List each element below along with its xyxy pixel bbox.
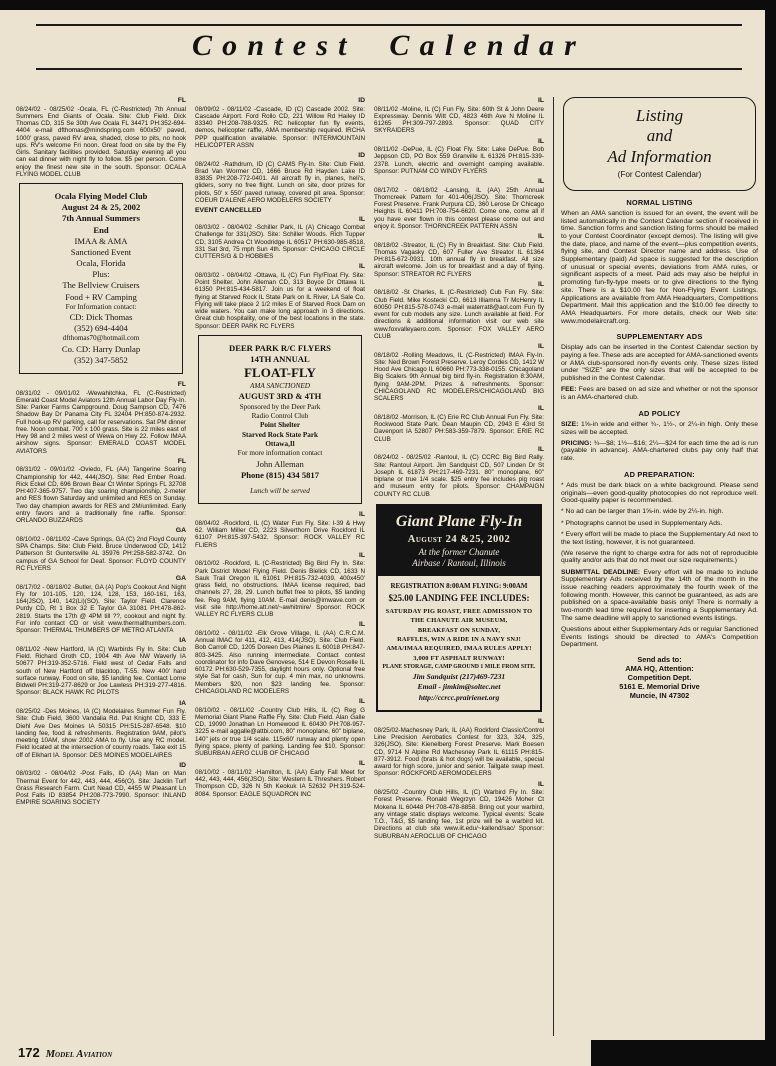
listing-text: 08/10/02 - 08/11/02 -Hamilton, IL (AA) Early Fall Meet for 442, 443, 444, 456(JSO). Site: Western IL Threshers. Robert Thompson CD, 326 N 5th Keokuk IA 52632 PH:319-524-8084. Sponsor: EAGLE SQUADRON INC <box>195 768 365 798</box>
state-header: IL <box>537 405 544 413</box>
ad-line: AMA HQ, Attention: <box>625 664 694 674</box>
ad-line: Point Shelter <box>259 421 301 430</box>
ad-body <box>568 106 751 181</box>
state-header: ID <box>179 761 186 769</box>
ad-line: DEER PARK R/C FLYERS <box>229 342 331 353</box>
ad-line: Starved Rock State Park <box>241 430 319 439</box>
ad-line: For more information contact <box>237 449 323 458</box>
listing-text: 08/18/02 -St Charles, IL (C-Restricted) Cub Fun Fly. Site: Club Field. Mike Kostecki CD, 6613 Illiamna Tr McHenry IL 60050 PH:815-578-0743 e-mail waterrat8@aol.com Fun fly event for cub models any size. Lunch available at field. For directions & additional information visit our web site www.foxvalleyaero.com. Sponsor: FOX VALLEY AERO CLUB <box>374 289 544 340</box>
ad-line: August 24 &25, 2002 <box>407 534 511 546</box>
ad-line: Jim Sandquist (217)469-7231 <box>412 671 506 681</box>
ad-line: 14TH ANNUAL <box>250 353 310 364</box>
ad-line: Phone (815) 434 5817 <box>240 469 320 480</box>
calendar-listing <box>16 458 186 525</box>
listing-text: 08/10/02 - 08/11/02 -Cave Springs, GA (C) 2nd Floyd County SPA Champs. Site: Club Field. Bruce Underwood CD, 1412 Patterson St Guntersville AL 35976 PH:258-582-3742. On campus of GA School for Deaf. Sponsor: FLOYD COUNTY RC FLYERS <box>16 535 186 572</box>
scan-edge-right <box>765 0 776 1066</box>
ad-line: AMA SANCTIONED <box>250 381 310 390</box>
listing-text: 08/11/02 -DePue, IL (C) Float Fly. Site: Lake DePue. Bob Jeppson CD, PO Box 559 Granville IL 61326 PH:815-339-2378. Lunch, electric and overnight camping available. Sponsor: PUTNAM CO WINDY FLYERS <box>374 146 544 175</box>
page-title: Contest Calendar <box>191 29 587 62</box>
calendar-listing <box>374 718 544 777</box>
ad-line: AMA/IMAA REQUIRED, IMAA RULES APPLY! <box>386 645 532 653</box>
ad-line: REGISTRATION 8:00AM FLYING: 9:00AM <box>390 582 528 591</box>
ad-line: The Bellview Cruisers <box>62 280 140 291</box>
calendar-listing <box>374 178 544 230</box>
calendar-listing <box>16 762 186 807</box>
ad-line: Listing <box>635 106 684 125</box>
listing-text: 08/25/02 -Country Club Hills, IL (C) Warbird Fly In. Site: Forest Preserve. Ronald Wegrzyn CD, 19426 Moher Ct Mokena IL 60448 PH:708-478-8858. Bring out your warbird, any vintage static displays welcome. Typical events: Scale T.O., T&G, $5 landing fee, 1st prize will be a warbird kit. Directions at club site www.iit.edu/~kallend/sac/ Sponsor: SUBURBAN AEROCLUB OF CHICAGO <box>374 789 544 840</box>
paragraph-lead: PRICING: <box>561 439 594 447</box>
paragraph-lead: SUBMITTAL DEADLINE: <box>561 568 644 576</box>
state-header: IL <box>537 780 544 788</box>
ad-line: Competition Dept. <box>627 673 692 683</box>
listing-text: 08/17/02 - 08/18/02 -Butler, GA (A) Pop's Cookout And Night Fly for 101-105, 120, 124, 128, 153, 160-161, 163, 164(JSO), 140, 142(Li)(SO). Site: Taylor Field. Clarence Purdy CD, Rt 1 Box 32 E Taylor GA 31081 PH:478-862-2819. Starts the 17th @ 4PM till ??, cookout and night fly. For info contact CD or visit www.thermalthumbers.com. Sponsor: THERMAL THUMBERS OF METRO ATLANTA <box>16 583 186 635</box>
ad-line: Sanctioned Event <box>70 246 132 257</box>
ad-line: Email - jimkim@soltec.net <box>417 682 501 692</box>
calendar-listing <box>374 138 544 176</box>
state-header: IL <box>358 760 365 768</box>
page-number: 172 <box>18 1045 40 1060</box>
listing-text: 08/10/02 - 08/11/02 -Elk Grove Village, IL (AA) C.R.C.M. Annual IMAC for 411, 412, 413, 414(JSO). Site: Club Field. Bob Carroll CD, 1205 Doreen Des Plaines IL 60018 PH:847-803-3425. Also running intermediate. Contact contest coordinator for info Dave Genovese, 514 E Devon Roselle IL 60172 PH:630-529-7355, daylight hours only. Optional free style Sat for cash, Sun for cup. 4 min max, no unknowns. Members $20, non $23 landing fee. Sponsor: CHICAGOLAND RC MODELERS <box>195 629 365 695</box>
info-paragraph: FEE: Fees are based on ad size and whether or not the sponsor is an AMA-chartered club. <box>561 386 758 402</box>
state-header: FL <box>177 457 186 465</box>
listing-text: 08/18/02 -Rolling Meadows, IL (C-Restricted) IMAA Fly-In. Site: Ned Brown Forest Preserve. Leroy Cordes CD, 1412 W Hood Ave Chicago IL 60660 PH:773-338-0155. Chicagoland Big Scalers 9th Annual big bird fly-in. Registration 8:30AM, flying 9AM-2PM. Prizes & refreshments. Sponsor: CHICAGOLAND RC MODELERS/CHICAGOLAND BIG SCALERS <box>374 351 544 402</box>
state-header: IA <box>179 637 186 645</box>
calendar-listing <box>374 405 544 443</box>
calendar-listing <box>374 781 544 840</box>
calendar-listing <box>374 446 544 498</box>
ad-line: Giant Plane Fly-In <box>395 512 523 530</box>
listing-text: 08/31/02 - 09/01/02 -Wewahitchka, FL (C-Restricted) Emerald Coast Model Aviators 12th Annual Labor Day Fly-In. Site: Parker Farms Campground. Doug Sampson CD, 7476 Shadow Bay Dr Panama City FL 32404 PH:850-874-2932. Full hook-up RV parking, call for reservations. Sat PM dinner free. Noon combat. 700 x 100 grass. Site is 22 miles east of Hwy 98 and 2 miles west of Wewa on Hwy 22. Follow IMAA airshow signs. Sponsor: EMERALD COAST MODEL AVIATORS <box>16 389 186 455</box>
state-header: IL <box>358 621 365 629</box>
ad-line: Ottawa,Il <box>265 439 295 448</box>
scan-edge-corner <box>591 1040 776 1066</box>
section-heading: AD POLICY <box>638 408 681 418</box>
info-paragraph: Display ads can be inserted in the Contest Calendar section by paying a fee. These ads are accepted for AMA-sanctioned events or AMA club-sponsored non-fly events only. These sizes listed under "SIZE" are the only sizes that will be accepted to be published in the Contest Calendar. <box>561 344 758 383</box>
listing-text: 08/03/02 - 08/04/02 -Schiller Park, IL (A) Chicago Combat Challenge for 331(JSO). Site: Schiller Woods. Rich Tupper CD, 3105 Andrea Ct Woodridge IL 60517 PH:630-985-8518, 331 Sat 3rd, 75 mph Sun 4th. Sponsor: CHICAGO CIRCLE CUTTERS/G & D HOBBIES <box>195 224 365 260</box>
state-header: IL <box>537 233 544 240</box>
calendar-listing <box>195 552 365 619</box>
ad-line: RAFFLES, WIN A RIDE IN A NAVY SNJ! <box>397 636 521 643</box>
info-paragraph: * Every effort will be made to place the Supplementary Ad next to the text listing, however, it is not guaranteed. <box>561 530 758 546</box>
calendar-listing <box>195 621 365 695</box>
ad-line: Plus: <box>92 269 110 280</box>
state-header: IL <box>537 343 544 350</box>
ad-line: PLANE STORAGE, CAMP GROUND 1 MILE FROM SITE. <box>382 663 536 670</box>
ad-line: Muncie, IN 47302 <box>629 691 690 701</box>
state-header: IL <box>358 698 365 706</box>
ad-body <box>203 343 357 497</box>
state-header: IL <box>537 445 544 453</box>
calendar-listing <box>195 263 365 330</box>
state-header: FL <box>177 97 186 104</box>
ad-line: Ocala Flying Model Club <box>54 191 148 201</box>
state-header: GA <box>175 575 186 583</box>
column-1 <box>16 97 186 1036</box>
ad-line: Send ads to: <box>637 655 682 665</box>
state-header: ID <box>358 97 365 104</box>
ad-body <box>24 191 178 366</box>
listing-text: 08/25/02 -Des Moines, IA (C) Modelaires Summer Fun Fly. Site: Club Field, 3600 Vandalia Rd. Pat Knight CD, 333 E Diehl Ave Des Moines IA 50315 PH:515-287-6548. $10 landing fee, food & refreshments. Registration 9AM, pilot's meeting 10AM, show 2002 AMA to fly. Use any RC model. Field located at the intersection of county roads. Take exit 15 off of Elkhart IA. Sponsor: DES MOINES MODELAIRES <box>16 708 186 759</box>
info-paragraph: * No ad can be larger than 1⅝-in. wide by 2¼-in. high. <box>561 508 724 516</box>
calendar-listing <box>16 527 186 572</box>
state-header: IL <box>358 215 365 223</box>
ad-line: 7th Annual Summers <box>62 213 140 224</box>
info-paragraph: (We reserve the right to charge extra for ads not of reproducible quality and/or ads that do not meet our size requirements.) <box>561 549 758 565</box>
ad-ocala <box>19 183 183 374</box>
header-rule-bottom <box>36 68 742 70</box>
calendar-listing <box>195 698 365 757</box>
ad-line: THE CHANUTE AIR MUSEUM, <box>410 617 508 625</box>
listing-text: 08/25/02-Machesney Park, IL (AA) Rockford Classic/Control Line Precision Aerobatics Contest for 323, 324, 325, 326(JSO). Site: Kienelberg Forest Preserve. Mark Boesen CD, 9714 N Alpine Rd Machesney Park IL 61115 PH:815-877-3912. Food (brats & hot dogs) will be available, special award for high score, junior and senior. Tailgate swap meet. Sponsor: ROCKFORD AEROMODELERS <box>374 726 544 778</box>
calendar-listing <box>195 207 365 260</box>
column-ad-information <box>553 97 758 1036</box>
listing-text: 08/11/02 -New Hartford, IA (C) Warbirds Fly In. Site: Club Field. Richard Groth CD, 1904 4th Ave NW Waverly IA 50677 PH:319-352-5716. Field west of Cedar Falls and south of New Hartford off blacktop, T-55. New 400' hard surface runway. Food on site, $5 landing fee. Contact Lorne Bidwell PH:319-277-8629 or Joe Lawless PH:319-277-4816. Sponsor: BLACK HAWK RC PILOTS <box>16 645 186 697</box>
ad-line: $25.00 LANDING FEE INCLUDES: <box>388 593 530 604</box>
page-header <box>36 24 742 70</box>
calendar-listing <box>374 97 544 135</box>
info-paragraph: * Photographs cannot be used in Supplementary Ads. <box>561 519 723 527</box>
info-paragraph: * Ads must be dark black on a white background. Please send originals—even good-quality photocopies do not reproduce well. Good-quality paper is recommended. <box>561 481 758 505</box>
ad-line: BREAKFAST ON SUNDAY, <box>417 626 501 634</box>
ad-line: Sponsored by the Deer Park <box>239 402 321 411</box>
ad-line: IMAA & AMA <box>74 235 128 246</box>
ad-line: (352) 694-4404 <box>74 323 128 334</box>
calendar-listing <box>195 97 365 149</box>
page-footer <box>18 1045 112 1060</box>
listing-text: 08/18/02 -Morrison, IL (C) Erie RC Club Annual Fun Fly. Site: Rockwood State Park. Dean Maupin CD, 2943 E 43rd St Davenport IA 52807 PH:583-359-7879. Sponsor: ERIE RC CLUB <box>374 413 544 443</box>
listing-text: 08/18/02 -Streator, IL (C) Fly In Breakfast. Site: Club Field. Thomas Vagasky CD, 607 Fuller Ave Streator IL 61364 PH:815-672-0931. 10th annual fly in breakfast. All size aircraft welcome. Join us for breakfast and a day of flying. Sponsor: STREATOR RC FLYERS <box>374 241 544 278</box>
ad-line: and <box>646 126 673 146</box>
state-header: IL <box>537 97 544 104</box>
calendar-listing <box>195 152 365 204</box>
calendar-listing <box>16 637 186 696</box>
listing-text: 08/24/02 - 08/25/02 -Rantoul, IL (C) CCRC Big Bird Rally. Site: Rantoul Airport. Jim Sandquist CD, 507 Linden Dr St Joseph IL 61873 PH:217-469-7231. 80" monoplane, 60" biplane or true 1/4 scale. $25 entry fee includes pig roast and museum entry for pilots. Sponsor: CHAMPAIGN COUNTY RC CLUB <box>374 454 544 498</box>
state-header: IL <box>537 137 544 145</box>
listing-text: 08/10/02 -Rockford, IL (C-Restricted) Big Bird Fly In. Site: Park District Model Flying Field. Denis Bielick CD, 1633 N Sauk Trail Oregon IL 61061 PH:815-732-4039. 400x450' grass field, no obstructions. IMAA license required, bad channels 27, 28, 29. Lunch buffet free to pilots, $5 landing fee. Reg 9AM, flying 10AM. E-mail denis@imwave.com or visit site http://home.att.net/~awhitmire/ Sponsor: ROCK VALLEY RC FLYERS CLUB <box>195 560 365 619</box>
paragraph-lead: FEE: <box>561 386 579 394</box>
calendar-listing <box>16 381 186 455</box>
scan-edge-top <box>0 0 776 10</box>
ad-head <box>378 506 540 577</box>
ad-line: John Alleman <box>256 458 304 469</box>
calendar-listing <box>16 97 186 178</box>
magazine-brand: Model Aviation <box>45 1049 113 1060</box>
state-header: IL <box>358 263 365 271</box>
event-cancelled-notice: EVENT CANCELLED <box>195 207 262 214</box>
ad-line: Airbase / Rantoul, Illinois <box>412 557 506 568</box>
ad-line: Ad Information <box>607 146 712 166</box>
ad-line: 3,000 FT ASPHALT RUNWAY! <box>413 654 505 662</box>
listing-text: 08/17/02 - 08/18/02 -Lansing, IL (AA) 25th Annual Thorncreek Pattern for 401-406(JSO). Site: Thorncreek Forest Preserve. Frank Purpura CD, 360 Lerose Dr Chicago Heights IL 60411 PH:708-754-6620. Come one, come all if you have ever flown in this contest please come out and enjoy it. Sponsor: THORNCREEK PATTERN ASSN <box>374 186 544 230</box>
state-header: IA <box>179 699 186 707</box>
ad-line: dfthomas70@hotmail.com <box>62 334 140 343</box>
listing-text: 08/09/02 - 08/11/02 -Cascade, ID (C) Cascade 2002. Site: Cascade Airport. Ford Rollo CD, 221 Willow Rd Hailey ID 83340 PH:208-788-9325. RC helicopter fun fly events, demos, helicopter raffle, AMA membership required. IRCHA PPP qualification available. Sponsor: INTERMOUNTAIN HELICOPTER ASSN <box>195 105 365 149</box>
ad-line: At the former Chanute <box>418 546 500 557</box>
ad-giant <box>376 504 542 713</box>
column-3 <box>374 97 544 1036</box>
ad-info <box>563 97 756 191</box>
ad-line: For Information contact: <box>65 302 137 311</box>
listing-text: 08/31/02 - 09/01/02 -Oviedo, FL (AA) Tangerine Soaring Championship for 442, 444(JSO). Site: Red Ember Road. Rick Eckel CD, 696 Brown Bear Ct Winter Springs FL 32708 PH:407-365-9757. Two day soaring championship, 2-meter and RES flown Saturday and unlimited and RES on Sunday. Two day champion awards for RES and 2M/unlimited. Early entry favors and a traditionally fine raffle. Sponsor: ORLANDO BUZZARDS <box>16 466 186 525</box>
calendar-listing <box>16 700 186 759</box>
ad-line: SATURDAY PIG ROAST, FREE ADMISSION TO <box>385 608 533 616</box>
ad-line: AUGUST 3RD & 4TH <box>238 391 322 402</box>
paragraph-lead: SIZE: <box>561 420 581 428</box>
ad-deerpark <box>198 335 362 505</box>
info-paragraph: SIZE: 1⅝-in wide and either ¾-, 1½-, or 2¼-in high. Only these sizes will be accepted. <box>561 420 758 436</box>
info-paragraph: SUBMITTAL DEADLINE: Every effort will be made to include Supplementary Ads received by the 14th of the month in the issue reaching readers approximately the fourth week of the following month. However, this cannot be guaranteed, as ads are published on a space-available basis only! There is normally a two-month lead time required for inserting a Supplementary Ad. The same deadline will apply to sanctioned events listings. <box>561 568 758 622</box>
ad-line: Lunch will be served <box>250 487 310 496</box>
ad-line: End <box>93 224 109 235</box>
calendar-listing <box>374 343 544 402</box>
listing-text: 08/03/02 - 08/04/02 -Ottawa, IL (C) Fun Fly/Float Fly. Site: Point Shelter. John Alleman CD, 313 Boyce Dr Ottawa IL 61350 PH:815-434-5817. Join us for a weekend of float flying at Starved Rock IL State Park on IL River, LA Sale Co. Flying will take place 2 1/2 miles E of Starved Rock Dam on wide waters. You can make long approach in 3 directions. Great club hospitality, one of the best locations in the state. Sponsor: DEER PARK RC FLYERS <box>195 271 365 330</box>
ad-sendto <box>561 653 758 700</box>
ad-line: (For Contest Calendar) <box>617 170 702 180</box>
state-header: FL <box>177 381 186 389</box>
listing-text: 08/24/02 - 08/25/02 -Ocala, FL (C-Restricted) 7th Annual Summers End Giants of Ocala. Site: Club Field. Dick Thomas CD, 315 Se 30th Ave Ocala FL 34471 PH:352-694-4404 e-mail dfthomas@mindspring.com 600x50' paved, 1000' grass, paved RV area, shaded, close to pits, no hook ups. RV's welcome Fri noon. Great food on site by the Fly Girls. Sanitary facilities provided. Saturday evening all you can eat dinner with night fly to follow. $5 per person. Come enjoy the finest new site in the south. Sponsor: OCALA FLYING MODEL CLUB <box>16 105 186 178</box>
column-2 <box>195 97 365 1036</box>
info-paragraph: PRICING: ¾—$8; 1½—$16; 2¼—$24 for each time the ad is run (payable in advance). AMA-chartered clubs pay only half that rate. <box>561 439 758 463</box>
calendar-listing <box>195 760 365 798</box>
state-header: IL <box>537 280 544 288</box>
ad-line: FLOAT-FLY <box>244 365 316 381</box>
listing-text: 08/24/02 -Rathdrum, ID (C) CAMS Fly-In. Site: Club Field. Brad Van Wormer CD, 1666 Bruce Rd Hayden Lake ID 83835 PH:208-772-0401. All aircraft fly in, planes, heli's, gliders, sorry no free flight. Lunch on site, door prizes for pilots, 50' x 550' paved runway, covered pit area. Sponsor: COEUR D'ALENE AERO MODELERS SOCIETY <box>195 160 365 204</box>
listing-text: 08/10/02 - 08/11/02 -Country Club Hills, IL (C) Reg G Memorial Giant Plane Raffle Fly. Site: Club Field. Alan Galle CD, 19090 Jonathan Ln Homewood IL 60430 PH:708-957-3225 e-mail aggalle@attbi.com, 80" monoplane, 60" biplane, 140" jets or true 1/4 scale. 115x60' runway and plenty open flying space, plenty of parking. Landing fee $10. Sponsor: SUBURBAN AERO CLUB OF CHICAGO <box>195 706 365 758</box>
listing-text: 08/03/02 - 08/04/02 -Post Falls, ID (AA) Man on Man Thermal Event for 442, 443, 444, 456(O). Site: Jacklin Turf Grass Research Farm. Curt Nead CD, 4455 W Pleasant Ln Post Falls ID 83854 PH:208-773-7990. Sponsor: INLAND EMPIRE SOARING SOCIETY <box>16 770 186 807</box>
state-header: IL <box>358 511 365 519</box>
ad-body <box>378 576 540 710</box>
ad-line: 5161 E. Memorial Drive <box>619 682 700 692</box>
calendar-listing <box>374 281 544 340</box>
section-heading: AD PREPARATION: <box>624 469 695 479</box>
ad-line: August 24 & 25, 2002 <box>61 202 141 213</box>
state-header: IL <box>537 178 544 185</box>
listing-text: 08/11/02 -Moline, IL (C) Fun Fly. Site: 60th St & John Deere Expressway. Dennis Witt CD, 4823 46th Ave N Moline IL 61265 PH:309-797-2893. Sponsor: QUAD CITY SKYRAIDERS <box>374 105 544 135</box>
state-header: ID <box>358 152 365 159</box>
state-header: GA <box>175 527 186 535</box>
calendar-content <box>16 97 758 1036</box>
section-heading: NORMAL LISTING <box>626 197 693 207</box>
ad-line: http://ccrcc.prairienet.org <box>418 692 500 702</box>
ad-line: Co. CD: Harry Dunlap <box>61 343 141 354</box>
info-paragraph: When an AMA sanction is issued for an event, the event will be listed automatically in the Contest Calendar section if received in time. Sanction forms and sanction listing forms should be mailed to your Contest Coordinator (except demos). The listing will give the date, place, and name of the event—plus competition events, flying site, and Contest Director name and address. Use of Supplementary (paid) Ad space is suggested for the description of unusual or special events, deviations from AMA rules, or significant aspects of a meet. Paid ads may also be helpful in promoting fun-fly-type meets or to give directions to the flying site. There is a $10.00 fee for Non-Flying Event Listings. Applications are available from AMA Headquarters, Competitions Department. Mail this application and the $10.00 fee directly to AMA Headquarters. For more details, check our Web site: www.modelaircraft.org. <box>561 209 758 325</box>
calendar-listing <box>374 233 544 278</box>
calendar-listing <box>16 575 186 634</box>
ad-line: Radio Control Club <box>251 411 309 420</box>
state-header: IL <box>358 551 365 559</box>
ad-body <box>561 655 758 700</box>
calendar-listing <box>195 511 365 549</box>
ad-line: Food + RV Camping <box>65 291 137 302</box>
ad-line: Ocala, Florida <box>76 258 126 269</box>
section-heading: SUPPLEMENTARY ADS <box>616 332 703 342</box>
ad-line: CD: Dick Thomas <box>69 312 133 323</box>
info-paragraph: Questions about either Supplementary Ads or regular Sanctioned Events listings should be directed to AMA's Competition Department. <box>561 626 758 649</box>
listing-text: 08/04/02 -Rockford, IL (C) Water Fun Fly. Site: I-39 & Hwy 62. William Miller CD, 2223 Silverthorn Drive Rockford IL 61107 PH:815-397-5432. Sponsor: ROCK VALLEY RC FLIERS <box>195 519 365 549</box>
state-header: IL <box>537 718 544 726</box>
ad-line: (352) 347-5852 <box>74 354 128 365</box>
